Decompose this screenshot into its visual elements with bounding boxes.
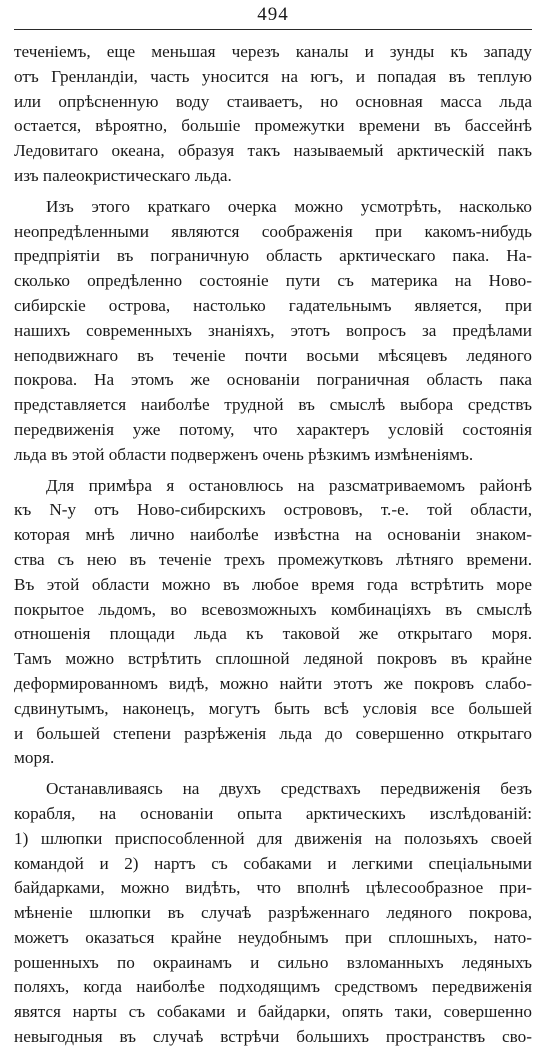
text-line: нашихъ современныхъ знаніяхъ, этотъ вопросъ за предѣлами	[14, 320, 532, 340]
text-line: теченіемъ, еще меньшая черезъ каналы и зунды къ западу	[14, 42, 532, 61]
text-line: Ледовитаго океана, образуя такъ называемый арктическій пакъ	[14, 141, 532, 161]
text-line: неподвижнаго въ теченіе почти восьми мѣсяцевъ ледяного	[14, 345, 532, 365]
text-line: Въ этой области можно въ любое время года встрѣтить море	[14, 574, 532, 594]
text-line: неопредѣленными являются соображенія при какомъ-нибудь	[14, 221, 532, 241]
paragraph	[14, 474, 532, 772]
text-line: можетъ оказаться крайне неудобнымъ при сплошныхъ, нато-	[14, 927, 532, 947]
text-line: моря.	[14, 748, 55, 768]
paragraph	[14, 777, 532, 1050]
text-line: или опрѣсненную воду стаиваетъ, но основная масса льда	[14, 91, 532, 111]
text-line: явятся нарты съ собаками и байдарки, опять таки, совершенно	[14, 1002, 532, 1022]
text-line: и большей степени разрѣженія льда до совершенно открытаго	[14, 723, 532, 743]
text-line: командой и 2) нартъ съ собаками и легкими спеціальными	[14, 853, 532, 873]
text-line: которая мнѣ лично наиболѣе извѣстна на основаніи знаком-	[14, 525, 532, 545]
text-line: ства съ нею въ теченіе трехъ промежутковъ лѣтняго времени.	[14, 549, 532, 569]
text-line: отношенія площади льда къ таковой же открытаго моря.	[14, 624, 532, 644]
text-line: остается, вѣроятно, большіе промежутки времени въ бассейнѣ	[14, 116, 532, 136]
text-line: мѣненіе шлюпки въ случаѣ разрѣженнаго ледяного покрова,	[14, 903, 532, 923]
text-line: передвиженія уже потому, что характеръ условій состоянія	[14, 419, 532, 439]
body-text	[14, 40, 532, 1050]
text-line: Тамъ можно встрѣтить сплошной ледяной покровъ въ крайне	[14, 649, 532, 669]
text-line: Для примѣра я остановлюсь на разсматриваемомъ районѣ	[46, 475, 532, 495]
text-line: невыгодныя въ случаѣ встрѣчи большихъ пространствъ сво-	[14, 1027, 532, 1047]
header-rule	[14, 29, 532, 30]
paragraph	[14, 195, 532, 468]
text-line: сдвинутымъ, наконецъ, могутъ быть всѣ условія все большей	[14, 698, 532, 718]
text-line: корабля, на основаніи опыта арктическихъ изслѣдованій:	[14, 803, 532, 823]
text-line: изъ палеокристическаго льда.	[14, 165, 232, 185]
text-line: сибирскіе острова, настолько гадательнымъ является, при	[14, 295, 532, 315]
text-line: предпріятіи въ пограничную область арктическаго пака. На-	[14, 246, 532, 266]
paragraph	[14, 40, 532, 189]
text-line: сколько опредѣленно состояніе пути съ материка на Ново-	[14, 271, 532, 291]
text-line: представляется наиболѣе трудной въ смыслѣ выбора средствъ	[14, 395, 532, 415]
text-line: байдарками, можно видѣть, что вполнѣ цѣлесообразное при-	[14, 878, 532, 898]
text-line: деформированномъ видѣ, можно найти этотъ же покровъ слабо-	[14, 673, 532, 693]
text-line: 1) шлюпки приспособленной для движенія на полозьяхъ своей	[14, 828, 532, 848]
text-line: отъ Гренландіи, часть уносится на югъ, и попадая въ теплую	[14, 66, 532, 86]
page-number: 494	[257, 4, 289, 25]
text-line: покрытое льдомъ, во всевозможныхъ комбинаціяхъ въ смыслѣ	[14, 599, 532, 619]
text-line: поляхъ, когда наиболѣе подходящимъ средствомъ передвиженія	[14, 977, 532, 997]
text-line: къ N-у отъ Ново-сибирскихъ острововъ, т.-е. той области,	[14, 500, 532, 520]
text-line: рошенныхъ по окраинамъ и сильно взломанныхъ ледяныхъ	[14, 952, 532, 972]
text-line: Останавливаясь на двухъ средствахъ передвиженія безъ	[46, 779, 532, 799]
text-line: Изъ этого краткаго очерка можно усмотрѣть, насколько	[46, 196, 532, 216]
text-line: покрова. На этомъ же основаніи пограничная область пака	[14, 370, 532, 390]
text-line: льда въ этой области подверженъ очень рѣзкимъ измѣненіямъ.	[14, 444, 474, 464]
